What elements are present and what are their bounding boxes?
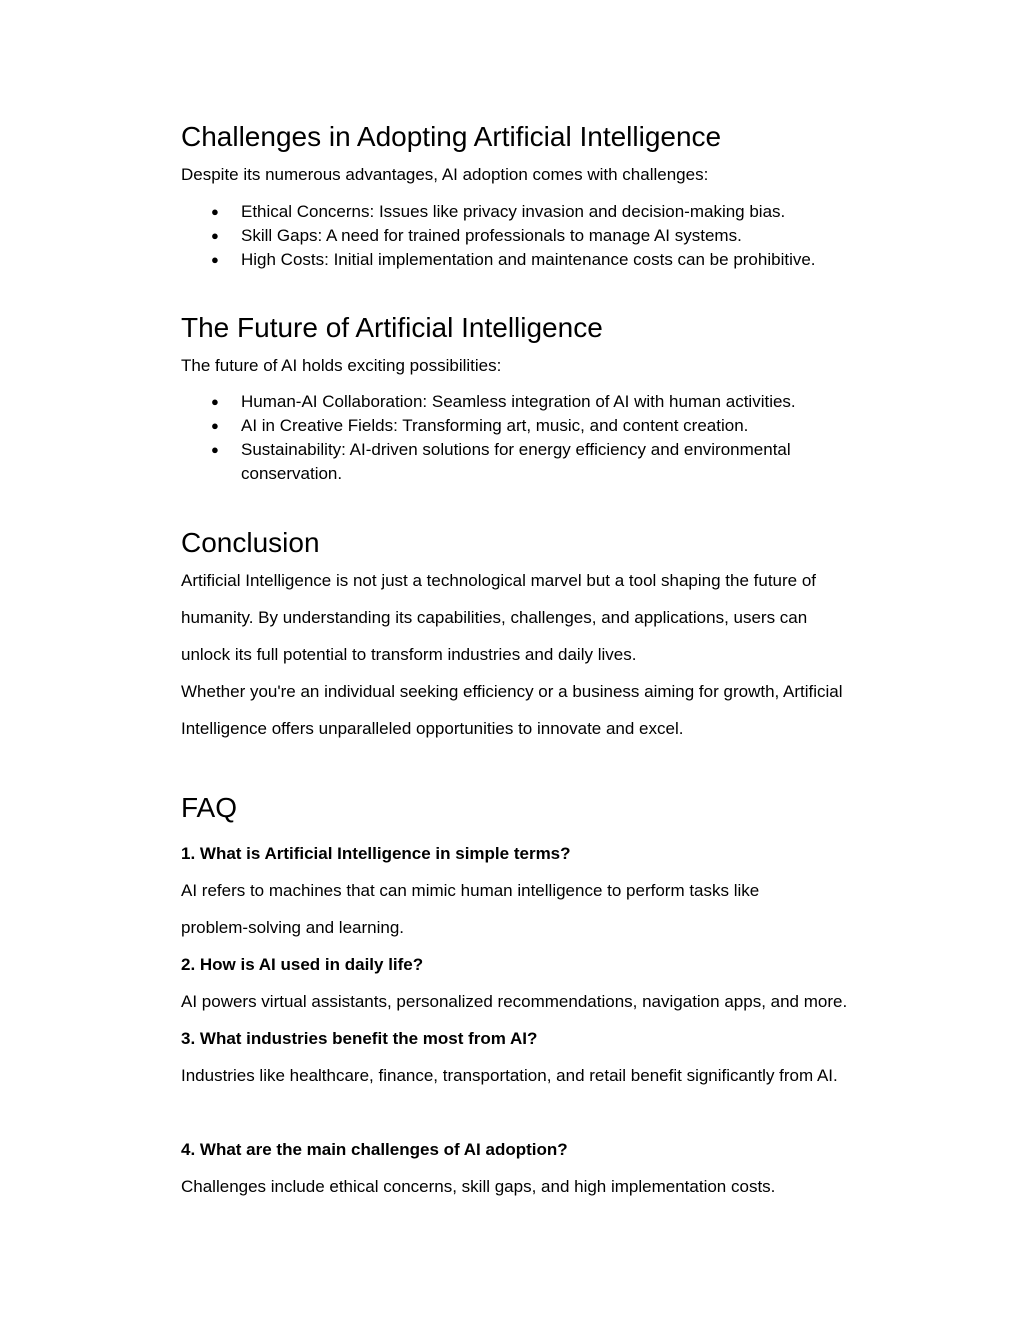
bullet-icon: ● bbox=[211, 394, 219, 409]
faq-answer: AI powers virtual assistants, personalized recommendations, navigation apps, and more. bbox=[181, 992, 848, 1011]
faq-question: 3. What industries benefit the most from AI? bbox=[181, 1029, 538, 1048]
bullet-icon: ● bbox=[211, 252, 219, 267]
challenges-list bbox=[181, 200, 816, 272]
list-item: ● Skill Gaps: A need for trained professionals to manage AI systems. bbox=[181, 224, 816, 248]
list-item: ● High Costs: Initial implementation and maintenance costs can be prohibitive. bbox=[181, 248, 816, 272]
future-intro: The future of AI holds exciting possibilities: bbox=[181, 356, 502, 375]
challenges-heading: Challenges in Adopting Artificial Intelligence bbox=[181, 121, 722, 152]
conclusion-line: Artificial Intelligence is not just a technological marvel but a tool shaping the future of bbox=[181, 571, 817, 590]
conclusion-line: Whether you're an individual seeking efficiency or a business aiming for growth, Artificial bbox=[181, 682, 843, 701]
conclusion-line: Intelligence offers unparalleled opportunities to innovate and excel. bbox=[181, 719, 684, 738]
bullet-icon: ● bbox=[211, 442, 219, 457]
faq-answer: Industries like healthcare, finance, transportation, and retail benefit significantly from AI. bbox=[181, 1066, 838, 1085]
faq-question: 4. What are the main challenges of AI adoption? bbox=[181, 1140, 568, 1159]
bullet-icon: ● bbox=[211, 204, 219, 219]
faq-question: 2. How is AI used in daily life? bbox=[181, 955, 424, 974]
faq-answer: Challenges include ethical concerns, skill gaps, and high implementation costs. bbox=[181, 1177, 776, 1196]
list-item: ● AI in Creative Fields: Transforming art, music, and content creation. bbox=[181, 414, 861, 438]
faq-answer: AI refers to machines that can mimic human intelligence to perform tasks like bbox=[181, 881, 760, 900]
faq-heading: FAQ bbox=[181, 792, 238, 823]
bullet-icon: ● bbox=[211, 228, 219, 243]
list-item: ● Sustainability: AI-driven solutions for energy efficiency and environmental conservation. bbox=[211, 440, 791, 483]
future-list bbox=[181, 390, 861, 486]
bullet-icon: ● bbox=[211, 418, 219, 433]
conclusion-line: unlock its full potential to transform industries and daily lives. bbox=[181, 645, 637, 664]
faq-question: 1. What is Artificial Intelligence in simple terms? bbox=[181, 844, 571, 863]
list-item: ● Ethical Concerns: Issues like privacy invasion and decision-making bias. bbox=[181, 200, 816, 224]
conclusion-heading: Conclusion bbox=[181, 527, 320, 558]
conclusion-line: humanity. By understanding its capabilities, challenges, and applications, users can bbox=[181, 608, 808, 627]
challenges-intro: Despite its numerous advantages, AI adoption comes with challenges: bbox=[181, 165, 709, 184]
faq-answer: problem-solving and learning. bbox=[181, 918, 405, 937]
future-heading: The Future of Artificial Intelligence bbox=[181, 312, 603, 343]
list-item: ● Human-AI Collaboration: Seamless integration of AI with human activities. bbox=[181, 390, 861, 414]
